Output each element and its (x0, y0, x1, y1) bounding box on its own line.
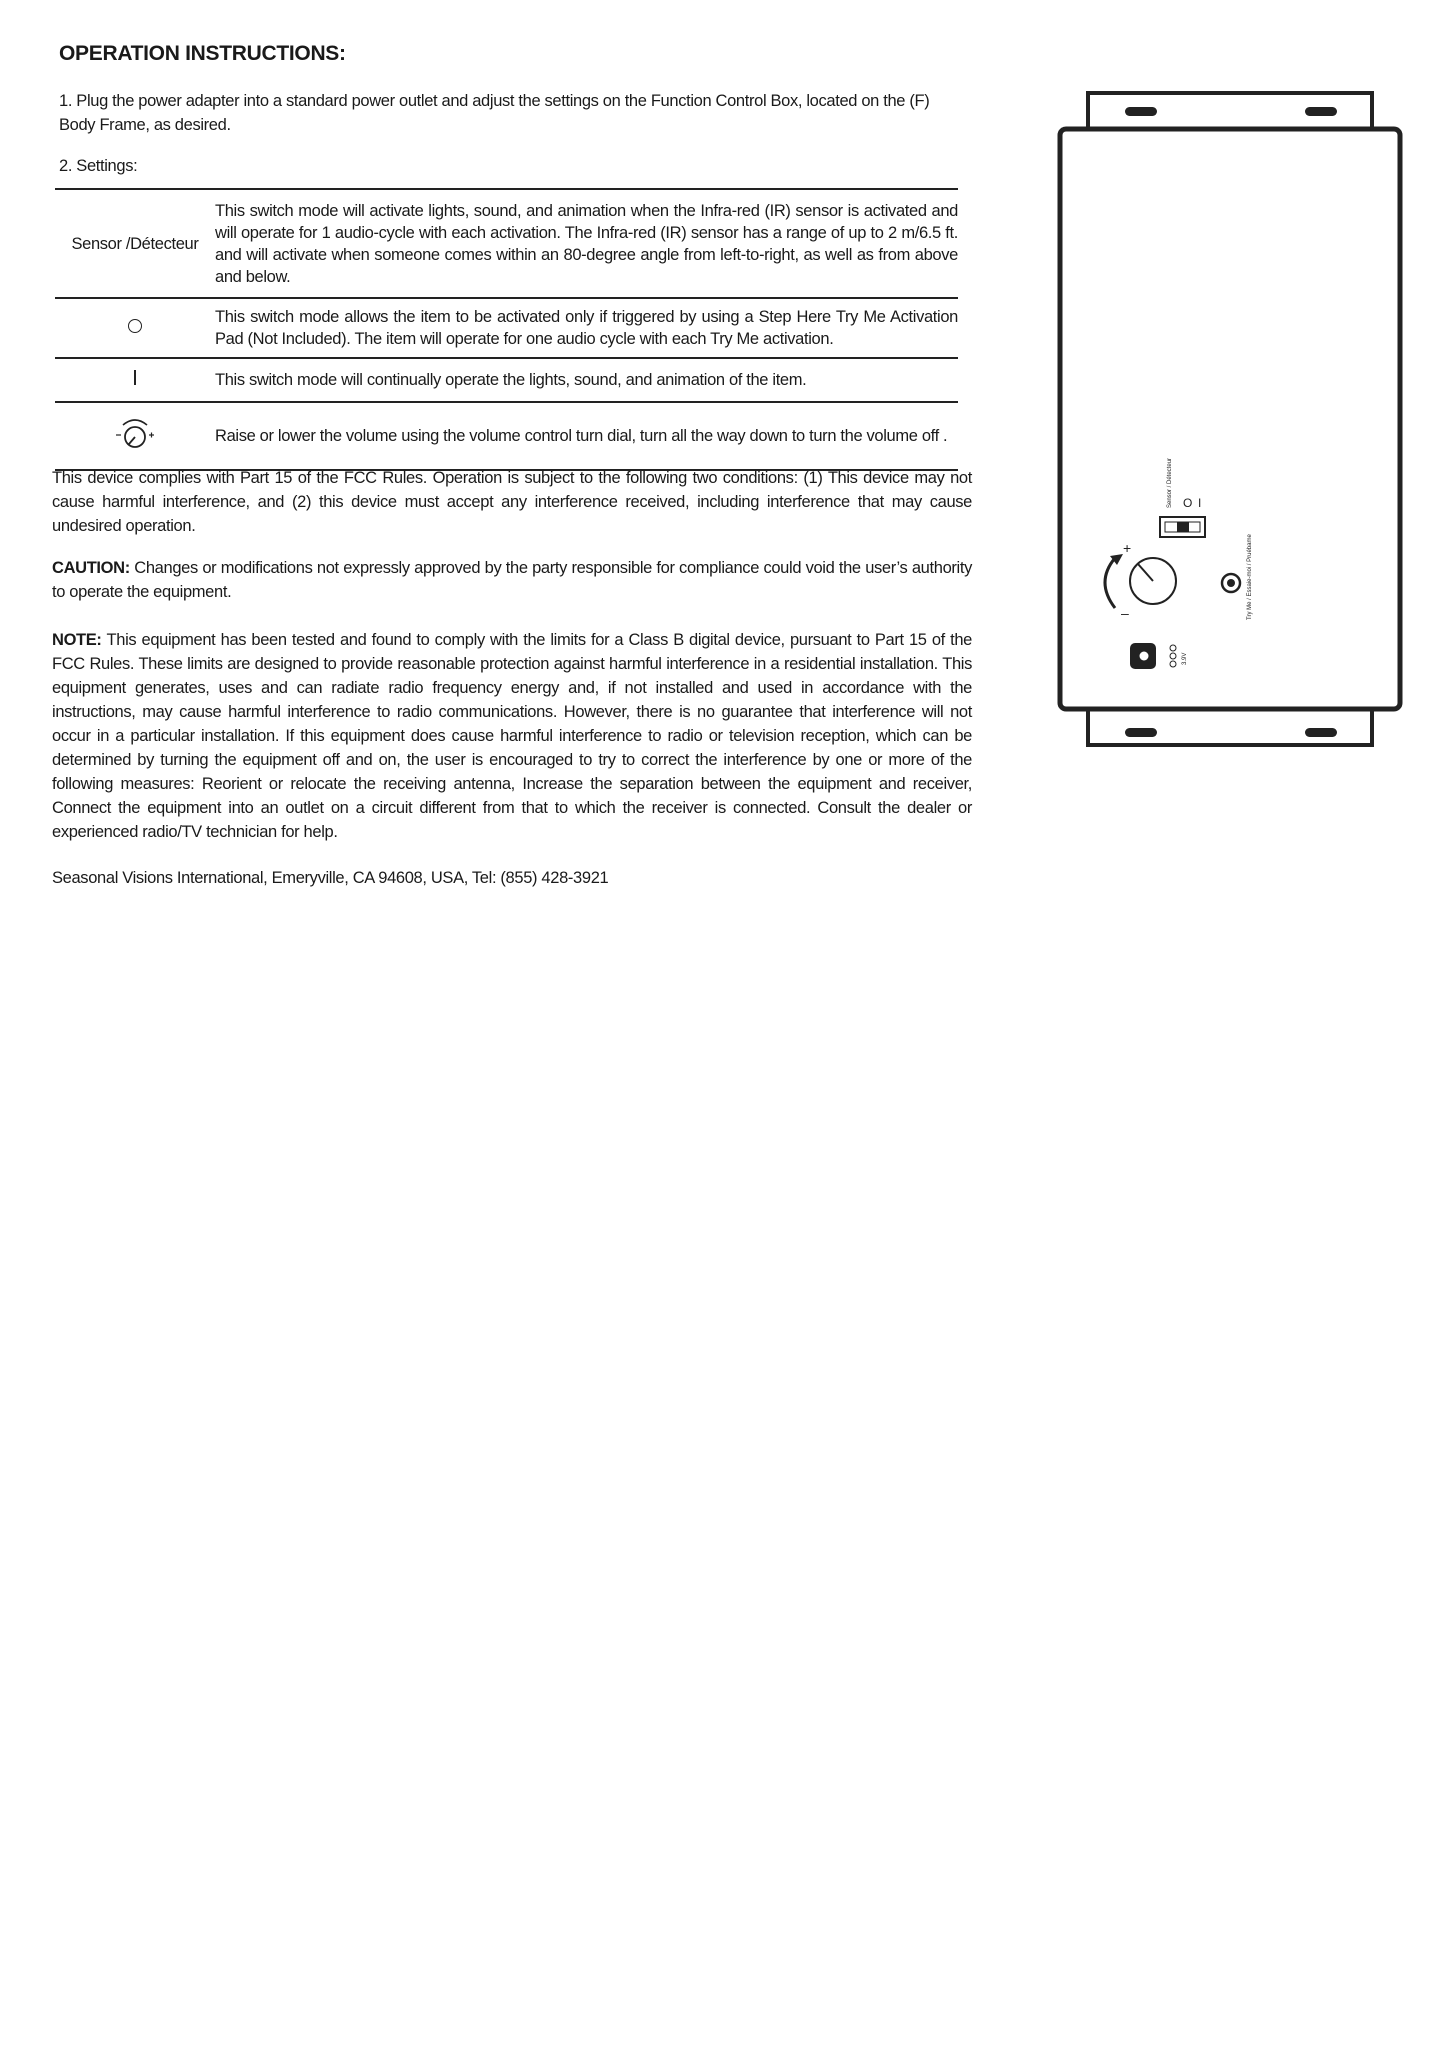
off-description: This switch mode allows the item to be activated only if triggered by using a Step Here Try Me Activation Pad (Not Included). The item will operate for one audio cycle with each Try Me activation. (215, 308, 958, 348)
diagram-sensor-label: Sensor / Détecteur (1167, 457, 1173, 508)
note-label: NOTE: (52, 631, 102, 649)
bar-switch-icon (134, 370, 136, 385)
diagram-off-symbol: O (1183, 496, 1193, 510)
step-2-text: 2. Settings: (59, 157, 138, 175)
function-control-box-diagram (1055, 90, 1405, 760)
on-description: This switch mode will continually operate the lights, sound, and animation of the item. (215, 371, 807, 389)
circle-switch-icon (128, 319, 142, 333)
voltage-label: 3.9V (1182, 652, 1188, 665)
note-text: This equipment has been tested and found to comply with the limits for a Class B digital device, pursuant to Part 15 of the FCC Rules. These limits are designed to provide reasonable protection against harmful interference in a residential installation. This equipment generates, uses and can radiate radio frequency energy and, if not installed and used in accordance with the instructions, may cause harmful interference to radio communications. However, there is no guarantee that interference will not occur in a particular installation. If this equipment does cause harmful interference to radio or television reception, which can be determined by turning the equipment off and on, the user is encouraged to try to correct the interference by one or more of the following measures: Reorient or relocate the receiving antenna, Increase the separation between the equipment and receiver, Connect the equipment into an outlet on a circuit different from that to which the receiver is connected. Consult the dealer or experienced radio/TV technician for help. (52, 631, 972, 841)
caution-text: Changes or modifications not expressly approved by the party responsible for compliance could void the user’s authority to operate the equipment. (52, 559, 972, 601)
tryme-label: Try Me / Essaie-moi / Pruébame (1247, 534, 1253, 620)
settings-row-on (55, 358, 958, 402)
settings-row-volume (55, 402, 958, 470)
sensor-description: This switch mode will activate lights, sound, and animation when the Infra-red (IR) sensor is activated and will operate for 1 audio-cycle with each activation. The Infra-red (IR) sensor has a range of up to 2 m/6.5 ft. and will activate when someone comes within an 80-degree angle from left-to-right, as well as from above and below. (215, 201, 958, 286)
caution-paragraph (52, 556, 972, 604)
tryme-jack-center (1227, 579, 1235, 587)
volume-minus-symbol: – (1121, 605, 1129, 621)
diagram-on-symbol: I (1198, 496, 1202, 510)
power-jack-hole (1140, 652, 1149, 661)
company-address: Seasonal Visions International, Emeryville, CA 94608, USA, Tel: (855) 428-3921 (52, 869, 609, 887)
top-slot-left (1125, 107, 1157, 116)
bottom-mounting-bracket (1088, 709, 1372, 745)
top-slot-right (1305, 107, 1337, 116)
fcc-statement: This device complies with Part 15 of the FCC Rules. Operation is subject to the following two conditions: (1) This device may not cause harmful interference, and (2) this device must accept any interference received, including interference that may cause undesired operation. (52, 469, 972, 535)
volume-description: Raise or lower the volume using the volume control turn dial, turn all the way down to turn the volume off . (215, 427, 948, 445)
page-title: OPERATION INSTRUCTIONS: (59, 42, 346, 65)
step-1-text: 1. Plug the power adapter into a standard power outlet and adjust the settings on the Function Control Box, located on the (F) Body Frame, as desired. (59, 92, 930, 134)
bottom-slot-right (1305, 728, 1337, 737)
sensor-label: Sensor /Détecteur (71, 234, 199, 253)
settings-row-sensor (55, 189, 958, 298)
volume-dial-icon (113, 413, 157, 453)
volume-plus-symbol: + (1123, 540, 1132, 556)
mode-switch-knob (1177, 522, 1189, 532)
settings-row-off (55, 298, 958, 358)
note-paragraph (52, 628, 972, 844)
control-box-body (1060, 129, 1400, 709)
settings-table (55, 188, 958, 471)
caution-label: CAUTION: (52, 559, 130, 577)
bottom-slot-left (1125, 728, 1157, 737)
